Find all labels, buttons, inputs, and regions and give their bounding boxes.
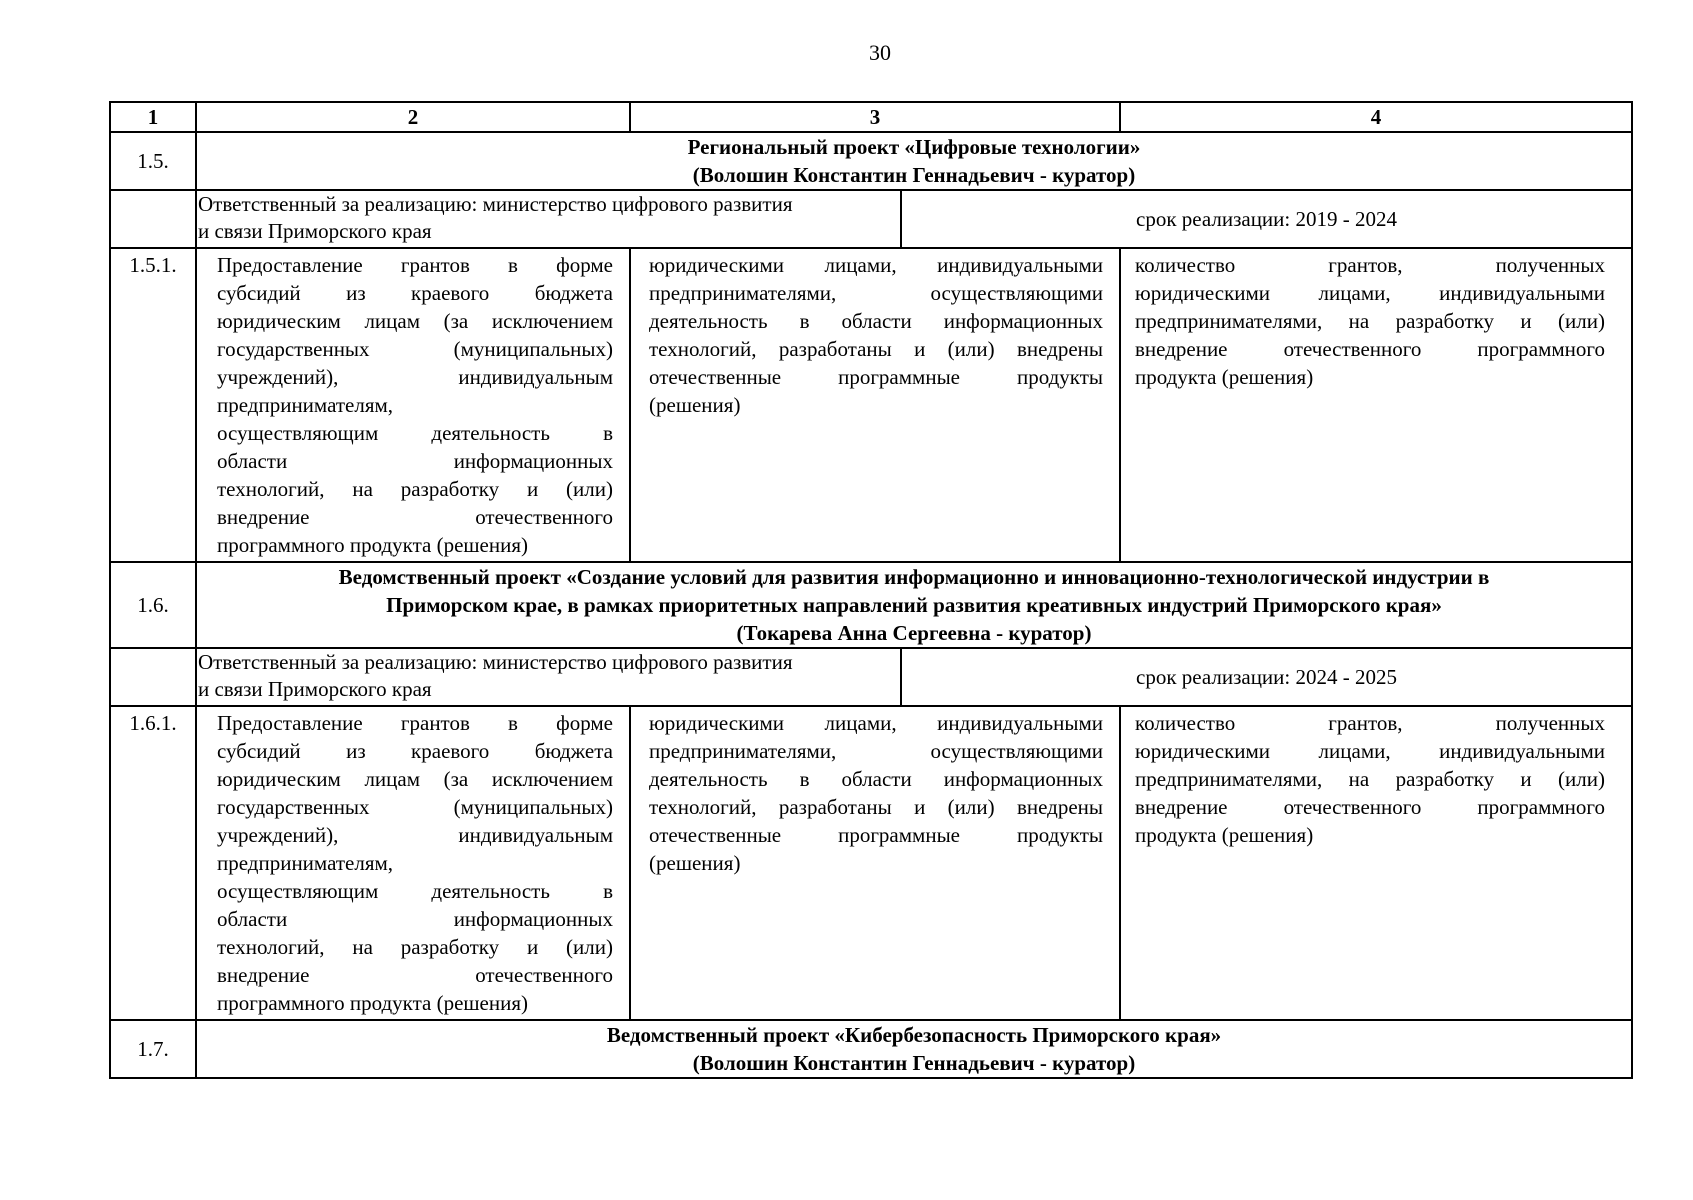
text-line: предпринимателям, <box>217 851 394 875</box>
page-number: 30 <box>869 40 891 65</box>
column-header-3: 3 <box>630 102 1120 132</box>
text-line: отечественные программные продукты <box>649 365 1103 389</box>
responsible-line: и связи Приморского края <box>198 677 432 701</box>
responsible-line: и связи Приморского края <box>198 219 432 243</box>
responsible-line: Ответственный за реализацию: министерство цифрового развития <box>198 650 793 674</box>
item-indicator-description <box>1120 248 1632 562</box>
item-measure-description <box>196 248 630 562</box>
text-line: внедрение отечественного программного <box>1135 337 1605 361</box>
item-result-description <box>630 706 1120 1020</box>
item-indicator-description <box>1120 706 1632 1020</box>
text-line: учреждений), индивидуальным <box>217 365 613 389</box>
text-line: технологий, разработаны и (или) внедрены <box>649 337 1103 361</box>
project-title-line: (Волошин Константин Геннадьевич - куратор) <box>692 1051 1136 1075</box>
project-title <box>196 132 1632 190</box>
text-line: продукта (решения) <box>1135 365 1314 389</box>
text-line: области информационных <box>217 907 613 931</box>
text-line: предпринимателям, <box>217 393 394 417</box>
text-line: юридическими лицами, индивидуальными <box>1135 739 1605 763</box>
project-number: 1.6. <box>110 562 196 648</box>
text-line: количество грантов, полученных <box>1135 711 1605 735</box>
project-row-1-5 <box>110 132 1632 190</box>
text-line: внедрение отечественного <box>217 505 613 529</box>
item-number: 1.5.1. <box>110 248 196 562</box>
text-line: (решения) <box>649 851 741 875</box>
project-title <box>196 562 1632 648</box>
text-line: юридическим лицам (за исключением <box>217 309 613 333</box>
responsible-text <box>197 191 902 247</box>
empty-number-cell <box>110 190 196 248</box>
text-line: программного продукта (решения) <box>217 533 529 557</box>
project-number: 1.7. <box>110 1020 196 1078</box>
text-line: внедрение отечественного программного <box>1135 795 1605 819</box>
text-line: субсидий из краевого бюджета <box>217 739 613 763</box>
project-title-line: Региональный проект «Цифровые технологии» <box>687 135 1141 159</box>
text-line: деятельность в области информационных <box>649 767 1103 791</box>
responsible-row-1-6 <box>110 648 1632 706</box>
responsible-cell <box>196 190 1632 248</box>
implementation-term: срок реализации: 2019 - 2024 <box>1136 207 1397 231</box>
empty-number-cell <box>110 648 196 706</box>
text-line: юридическими лицами, индивидуальными <box>649 253 1103 277</box>
project-row-1-6 <box>110 562 1632 648</box>
text-line: отечественные программные продукты <box>649 823 1103 847</box>
text-line: субсидий из краевого бюджета <box>217 281 613 305</box>
text-line: предпринимателями, осуществляющими <box>649 281 1103 305</box>
text-line: технологий, на разработку и (или) <box>217 477 613 501</box>
project-title <box>196 1020 1632 1078</box>
text-line: осуществляющим деятельность в <box>217 421 613 445</box>
text-line: технологий, разработаны и (или) внедрены <box>649 795 1103 819</box>
text-line: продукта (решения) <box>1135 823 1314 847</box>
implementation-term: срок реализации: 2024 - 2025 <box>1136 665 1397 689</box>
text-line: программного продукта (решения) <box>217 991 529 1015</box>
text-line: осуществляющим деятельность в <box>217 879 613 903</box>
item-row-1-5-1 <box>110 248 1632 562</box>
column-header-2: 2 <box>196 102 630 132</box>
text-line: предпринимателями, осуществляющими <box>649 739 1103 763</box>
project-title-line: (Токарева Анна Сергеевна - куратор) <box>736 621 1092 645</box>
projects-table <box>109 101 1633 1079</box>
text-line: области информационных <box>217 449 613 473</box>
column-header-4: 4 <box>1120 102 1632 132</box>
project-row-1-7 <box>110 1020 1632 1078</box>
text-line: предпринимателями, на разработку и (или) <box>1135 767 1605 791</box>
column-header-row <box>110 102 1632 132</box>
item-result-description <box>630 248 1120 562</box>
text-line: юридическими лицами, индивидуальными <box>1135 281 1605 305</box>
text-line: предпринимателями, на разработку и (или) <box>1135 309 1605 333</box>
column-header-1: 1 <box>110 102 196 132</box>
text-line: количество грантов, полученных <box>1135 253 1605 277</box>
text-line: государственных (муниципальных) <box>217 337 613 361</box>
responsible-cell <box>196 648 1632 706</box>
text-line: государственных (муниципальных) <box>217 795 613 819</box>
responsible-text <box>197 649 902 705</box>
project-title-line: (Волошин Константин Геннадьевич - куратор) <box>692 163 1136 187</box>
project-number: 1.5. <box>110 132 196 190</box>
text-line: юридическими лицами, индивидуальными <box>649 711 1103 735</box>
text-line: (решения) <box>649 393 741 417</box>
text-line: Предоставление грантов в форме <box>217 253 613 277</box>
project-title-line: Ведомственный проект «Кибербезопасность Приморского края» <box>606 1023 1222 1047</box>
text-line: Предоставление грантов в форме <box>217 711 613 735</box>
text-line: деятельность в области информационных <box>649 309 1103 333</box>
item-number: 1.6.1. <box>110 706 196 1020</box>
text-line: учреждений), индивидуальным <box>217 823 613 847</box>
text-line: технологий, на разработку и (или) <box>217 935 613 959</box>
project-title-line: Ведомственный проект «Создание условий для развития информационно и инновационно-технологической индустрии в <box>338 565 1490 589</box>
text-line: внедрение отечественного <box>217 963 613 987</box>
responsible-line: Ответственный за реализацию: министерство цифрового развития <box>198 192 793 216</box>
responsible-row-1-5 <box>110 190 1632 248</box>
item-measure-description <box>196 706 630 1020</box>
project-title-line: Приморском крае, в рамках приоритетных направлений развития креативных индустрий Приморского края» <box>386 593 1442 617</box>
text-line: юридическим лицам (за исключением <box>217 767 613 791</box>
item-row-1-6-1 <box>110 706 1632 1020</box>
